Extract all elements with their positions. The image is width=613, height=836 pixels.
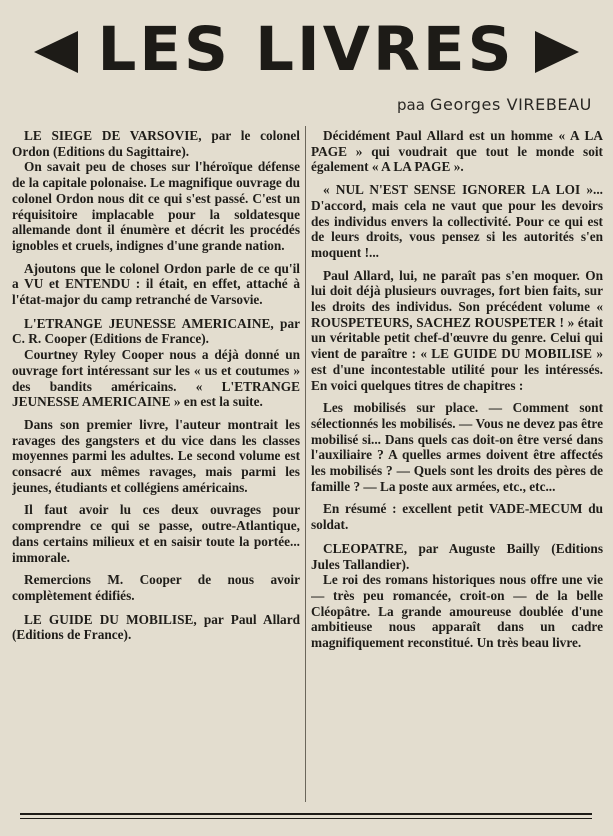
book-review-heading: LE SIEGE DE VARSOVIE, par le colonel Ordon (Editions du Sagittaire). [12, 128, 300, 159]
column-paragraph: Il faut avoir lu ces deux ouvrages pour comprendre ce qui se passe, outre-Atlantique, dans certains milieux et en saisir toute la portée... immorale. [12, 502, 300, 565]
bottom-rule-thin [20, 818, 592, 819]
column-paragraph: Remercions M. Cooper de nous avoir complètement édifiés. [12, 572, 300, 603]
left-column [12, 128, 300, 808]
column-divider [305, 126, 306, 802]
column-paragraph: « NUL N'EST SENSE IGNORER LA LOI »... D'accord, mais cela ne vaut que pour les devoirs des individus envers la collectivité. Pour ce qui est de leurs droits, vous pensez si les autorités s'en moquent !... [311, 182, 603, 260]
chapter-list-paragraph: Les mobilisés sur place. — Comment sont sélectionnés les mobilisés. — Vous ne devez pas être mobilisé si... Dans quels cas doit-on être versé dans l'auxiliaire ? A quelles armes doivent être affectés les mobilisés ? — Quels sont les droits des pères de famille ? — La poste aux armées, etc., etc... [311, 400, 603, 494]
byline [300, 95, 592, 114]
column-paragraph: En résumé : excellent petit VADE-MECUM du soldat. [311, 501, 603, 533]
left-arrow-icon [34, 31, 78, 73]
page-title: LES LIVRES [97, 14, 515, 85]
book-review-heading: L'ETRANGE JEUNESSE AMERICAINE, par C. R. Cooper (Editions de France). [12, 315, 300, 347]
column-paragraph: Paul Allard, lui, ne paraît pas s'en moquer. On lui doit déjà plusieurs ouvrages, fort bien faits, sur les droits des individus. Son précédent volume « ROUSPETEURS, SACHEZ ROUSPETER ! » était un véritable petit chef-d'œuvre du genre. Celui qui vient de paraître : « LE GUIDE DU MOBILISE » est d'une incontestable utilité pour les intéressés. En voici quelques titres de chapitres : [311, 267, 603, 393]
masthead-header [0, 10, 613, 122]
column-paragraph: Le roi des romans historiques nous offre une vie — très peu romancée, croit-on — de la belle Cléopâtre. La grande amoureuse doublée d'une ambitieuse nous apparaît dans un cadre magnifiquement reconstitué. Un très beau livre. [311, 572, 603, 651]
column-paragraph: On savait peu de choses sur l'héroïque défense de la capitale polonaise. Le magnifique ouvrage du colonel Ordon nous dit ce qui s'est passé. C'est un réquisitoire implacable pour la soldatesque allemande dont il énumère et décrit les procédés ignobles et cruels, indignes d'une grande nation. [12, 159, 300, 253]
column-paragraph: Décidément Paul Allard est un homme « A LA PAGE » qui voudrait que tout le monde soit également « A LA PAGE ». [311, 128, 603, 175]
byline-prefix: paa [397, 96, 425, 114]
bottom-rule-thick [20, 813, 592, 815]
book-review-heading: LE GUIDE DU MOBILISE, par Paul Allard (Editions de France). [12, 611, 300, 643]
right-arrow-icon [535, 31, 579, 73]
column-paragraph: Ajoutons que le colonel Ordon parle de ce qu'il a VU et ENTENDU : il était, en effet, attaché à l'état-major du camp retranché de Varsovie. [12, 260, 300, 308]
book-review-heading: CLEOPATRE, par Auguste Bailly (Editions Jules Tallandier). [311, 540, 603, 572]
column-paragraph: Dans son premier livre, l'auteur montrait les ravages des gangsters et du vice dans les classes moyennes parmi les adultes. Le second volume est consacré aux mêmes ravages, mais parmi les jeunes, étudiants et collégiens américains. [12, 416, 300, 495]
byline-author: Georges VIREBEAU [430, 95, 592, 114]
right-column [311, 128, 603, 808]
column-paragraph: Courtney Ryley Cooper nous a déjà donné un ouvrage fort intéressant sur les « us et coutumes » des bandits américains. « L'ETRANGE JEUNESSE AMERICAINE » en est la suite. [12, 347, 300, 410]
